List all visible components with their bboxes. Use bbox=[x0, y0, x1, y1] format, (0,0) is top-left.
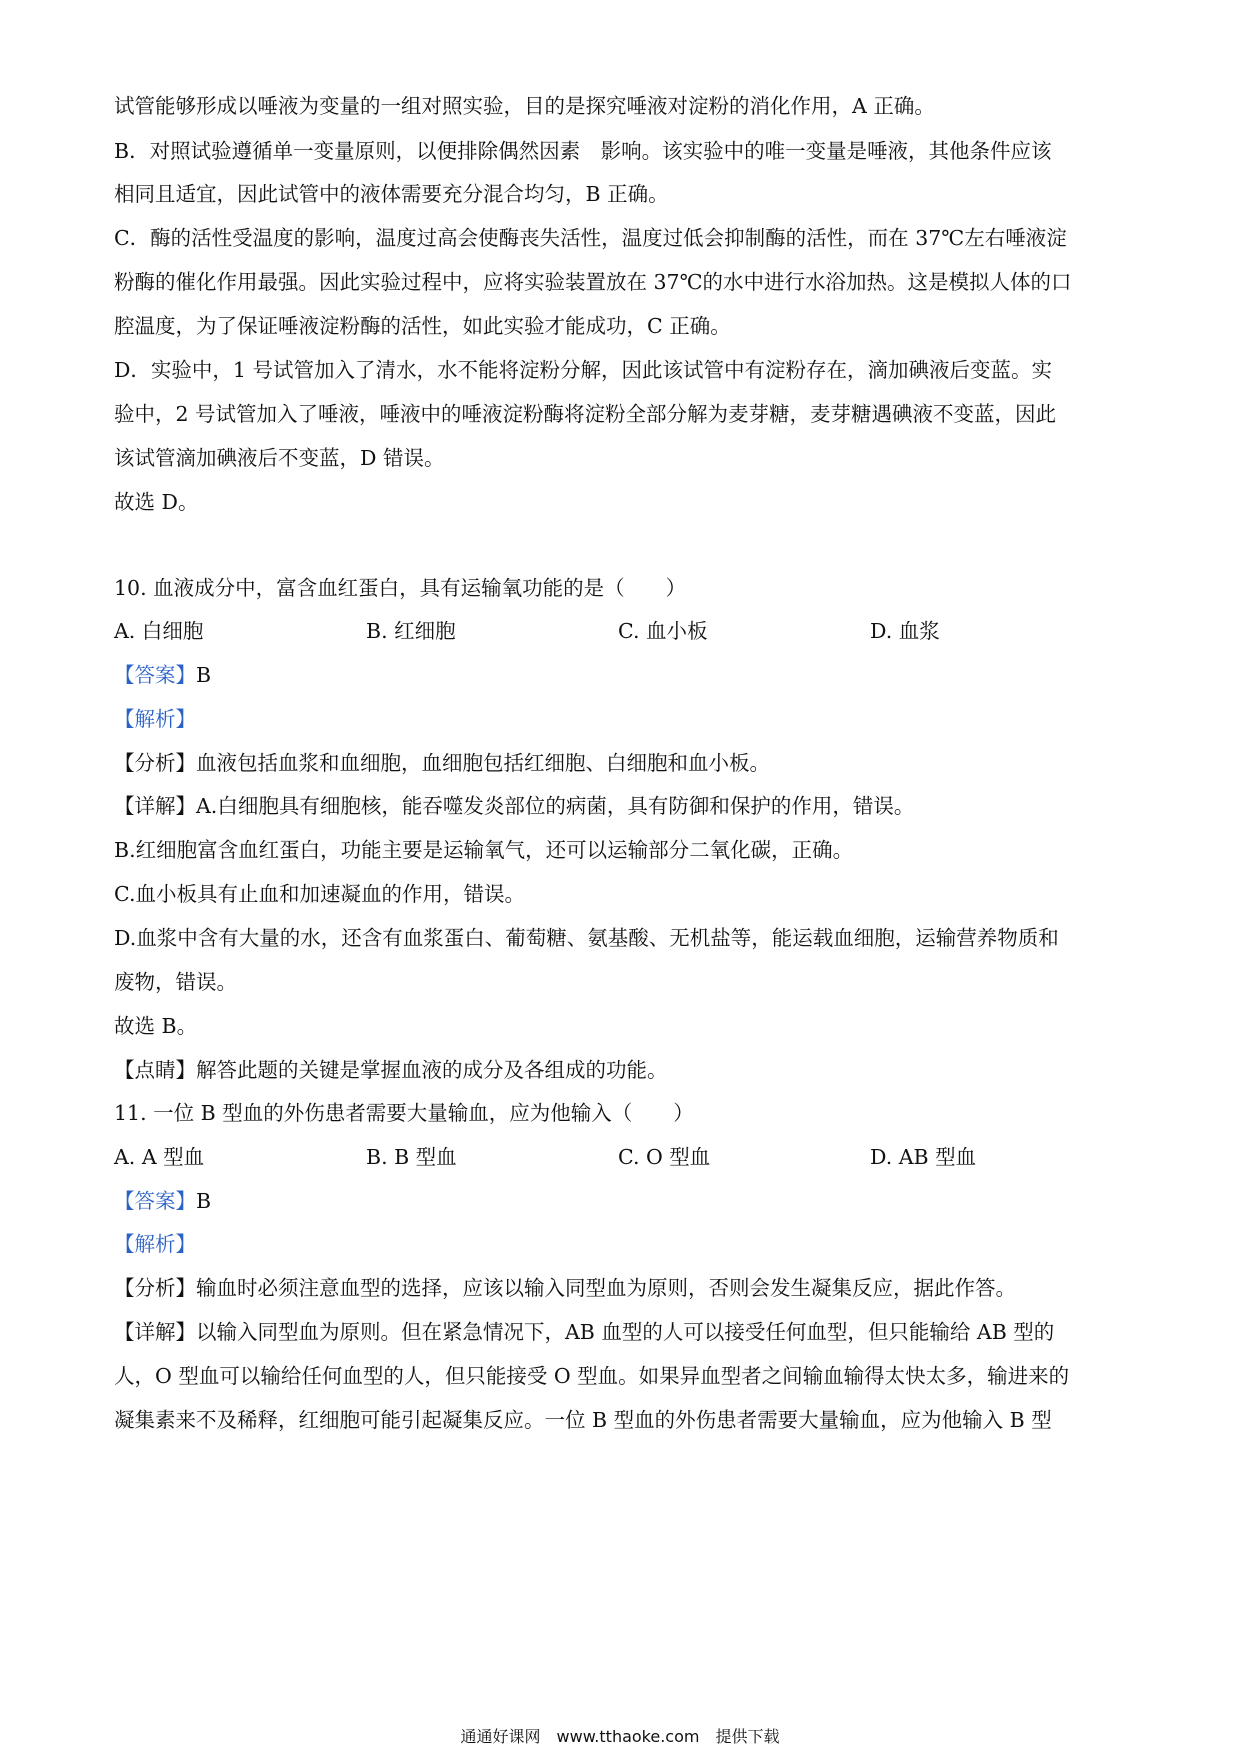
option-b: B. 红细胞 bbox=[366, 619, 456, 643]
text-line: 废物，错误。 bbox=[114, 970, 237, 994]
xiangjie-line bbox=[114, 790, 1130, 822]
answer-value: B bbox=[196, 1189, 212, 1213]
text-line: D．实验中，1 号试管加入了清水，水不能将淀粉分解，因此该试管中有淀粉存在，滴加碘液后变蓝。实 bbox=[114, 358, 1052, 382]
text-line: 相同且适宜，因此试管中的液体需要充分混合均匀，B 正确。 bbox=[114, 182, 669, 206]
question-11-options bbox=[114, 1141, 1130, 1173]
option-a: A. A 型血 bbox=[114, 1145, 205, 1169]
analysis-heading bbox=[114, 1228, 1130, 1260]
option-d: D. AB 型血 bbox=[870, 1145, 977, 1169]
page-footer: 通通好课网 www.tthaoke.com 提供下载 bbox=[460, 1727, 780, 1746]
text-line: 该试管滴加碘液后不变蓝，D 错误。 bbox=[114, 446, 445, 470]
dianjing-tag: 【点睛】 bbox=[114, 1058, 196, 1082]
question-11-stem: 11. 一位 B 型血的外伤患者需要大量输血，应为他输入（ ） bbox=[114, 1101, 694, 1125]
question-10-options bbox=[114, 615, 1130, 647]
text-line: 验中，2 号试管加入了唾液，唾液中的唾液淀粉酶将淀粉全部分解为麦芽糖，麦芽糖遇碘液不变蓝，因此 bbox=[114, 402, 1057, 426]
fenxi-line bbox=[114, 747, 1130, 779]
answer-value: B bbox=[196, 663, 212, 687]
option-c: C. O 型血 bbox=[618, 1145, 711, 1169]
text-line: 粉酶的催化作用最强。因此实验过程中，应将实验装置放在 37℃的水中进行水浴加热。这是模拟人体的口 bbox=[114, 270, 1072, 294]
text-line: 故选 B。 bbox=[114, 1014, 198, 1038]
fenxi-line bbox=[114, 1272, 1130, 1304]
fenxi-text: 血液包括血浆和血细胞，血细胞包括红细胞、白细胞和血小板。 bbox=[196, 751, 770, 775]
text-line: B.红细胞富含血红蛋白，功能主要是运输氧气，还可以运输部分二氧化碳，正确。 bbox=[114, 838, 854, 862]
answer-tag: 【答案】 bbox=[114, 663, 196, 687]
option-d: D. 血浆 bbox=[870, 619, 940, 643]
text-line: 故选 D。 bbox=[114, 490, 199, 514]
dianjing-line bbox=[114, 1054, 1130, 1086]
text-line: 人，O 型血可以输给任何血型的人，但只能接受 O 型血。如果异血型者之间输血输得太快太多，输进来的 bbox=[114, 1364, 1070, 1388]
option-c: C. 血小板 bbox=[618, 619, 708, 643]
fenxi-tag: 【分析】 bbox=[114, 1276, 196, 1300]
text-line: 凝集素来不及稀释，红细胞可能引起凝集反应。一位 B 型血的外伤患者需要大量输血，应为他输入 B 型 bbox=[114, 1408, 1052, 1432]
answer-line bbox=[114, 1185, 1130, 1217]
xiangjie-line bbox=[114, 1316, 1130, 1348]
xiangjie-text: A.白细胞具有细胞核，能吞噬发炎部位的病菌，具有防御和保护的作用，错误。 bbox=[196, 794, 915, 818]
text-line: C.血小板具有止血和加速凝血的作用，错误。 bbox=[114, 882, 525, 906]
text-line: C．酶的活性受温度的影响，温度过高会使酶丧失活性，温度过低会抑制酶的活性，而在 37℃左右唾液淀 bbox=[114, 226, 1067, 250]
question-10-stem: 10. 血液成分中，富含血红蛋白，具有运输氧功能的是（ ） bbox=[114, 576, 687, 600]
fenxi-tag: 【分析】 bbox=[114, 751, 196, 775]
answer-line bbox=[114, 659, 1130, 691]
answer-tag: 【答案】 bbox=[114, 1189, 196, 1213]
option-b: B. B 型血 bbox=[366, 1145, 457, 1169]
text-line: 腔温度，为了保证唾液淀粉酶的活性，如此实验才能成功，C 正确。 bbox=[114, 314, 731, 338]
fenxi-text: 输血时必须注意血型的选择，应该以输入同型血为原则，否则会发生凝集反应，据此作答。 bbox=[196, 1276, 1016, 1300]
xiangjie-text: 以输入同型血为原则。但在紧急情况下，AB 血型的人可以接受任何血型，但只能输给 AB 型的 bbox=[196, 1320, 1055, 1344]
text-line: 试管能够形成以唾液为变量的一组对照实验，目的是探究唾液对淀粉的消化作用，A 正确。 bbox=[114, 94, 935, 118]
analysis-tag: 【解析】 bbox=[114, 707, 196, 731]
xiangjie-tag: 【详解】 bbox=[114, 794, 196, 818]
text-line: B．对照试验遵循单一变量原则，以便排除偶然因素 影响。该实验中的唯一变量是唾液，其他条件应该 bbox=[114, 139, 1052, 163]
option-a: A. 白细胞 bbox=[114, 619, 204, 643]
xiangjie-tag: 【详解】 bbox=[114, 1320, 196, 1344]
analysis-heading bbox=[114, 703, 1130, 735]
dianjing-text: 解答此题的关键是掌握血液的成分及各组成的功能。 bbox=[196, 1058, 668, 1082]
analysis-tag: 【解析】 bbox=[114, 1232, 196, 1256]
text-line: D.血浆中含有大量的水，还含有血浆蛋白、葡萄糖、氨基酸、无机盐等，能运载血细胞，运输营养物质和 bbox=[114, 926, 1059, 950]
